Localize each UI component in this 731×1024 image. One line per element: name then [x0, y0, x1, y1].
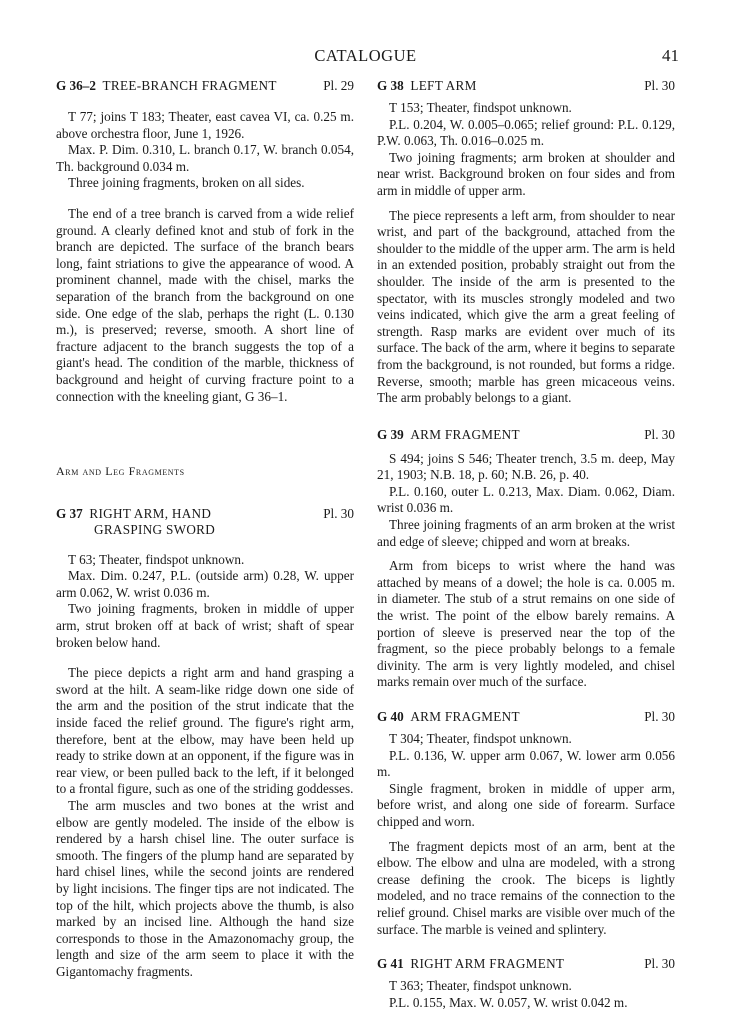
entry-heading	[56, 78, 354, 96]
entry-heading	[377, 78, 675, 96]
entry-meta: Two joining fragments; arm broken at shoulder and near wrist. Background broken on four sides and from arm in middle of upper arm.	[377, 149, 675, 198]
entry-heading	[377, 427, 675, 445]
entry-heading	[377, 956, 675, 974]
plate-ref: Pl. 30	[644, 709, 675, 724]
entry-meta: T 153; Theater, findspot unknown.	[389, 100, 572, 115]
entry-id: G 38	[377, 78, 404, 93]
entry-g40	[377, 709, 675, 938]
entry-meta: Max. P. Dim. 0.310, L. branch 0.17, W. branch 0.054, Th. background 0.034 m.	[56, 142, 354, 174]
plate-ref: Pl. 30	[644, 78, 675, 93]
entry-title: ARM FRAGMENT	[410, 709, 520, 724]
section-heading: Arm and Leg Fragments	[56, 464, 185, 479]
entry-meta: S 494; joins S 546; Theater trench, 3.5 m. deep, May 21, 1903; N.B. 18, p. 60; N.B. 26, p. 40.	[377, 450, 675, 483]
entry-g41	[377, 956, 675, 1011]
entry-meta: P.L. 0.155, Max. W. 0.057, W. wrist 0.042 m.	[389, 994, 628, 1010]
entry-id: G 37	[56, 505, 83, 521]
left-column	[56, 78, 354, 981]
entry-id: G 41	[377, 956, 404, 972]
entry-id: G 40	[377, 709, 404, 724]
entry-meta: Three joining fragments of an arm broken at the wrist and edge of sleeve; chipped and worn at breaks.	[377, 517, 675, 549]
entry-meta: T 63; Theater, findspot unknown.	[68, 551, 245, 567]
entry-title-continued: GRASPING SWORD	[94, 522, 216, 538]
entry-heading	[377, 709, 675, 727]
entry-g37	[56, 506, 354, 981]
entry-title: RIGHT ARM FRAGMENT	[410, 956, 565, 972]
entry-meta: P.L. 0.204, W. 0.005–0.065; relief ground: P.L. 0.129, P.W. 0.063, Th. 0.016–0.025 m.	[377, 116, 675, 149]
entry-title: RIGHT ARM, HAND	[89, 505, 212, 521]
entry-body: The piece depicts a right arm and hand grasping a sword at the hilt. A seam-like ridge down one side of the arm and the position of the strut indicate that the inside faced the relief ground. The figure's right arm, therefore, bent at the elbow, may have been held up ready to strike down at an opponent, if the figure was in rear view, or been pulled back to the left, if it belonged to a frontal figure, such as one of the striding goddesses.	[56, 665, 354, 797]
entry-body: The piece represents a left arm, from shoulder to near wrist, and part of the background, attached from the shoulder to the middle of the upper arm. The arm is held in an extended position, probably straight out from the shoulder. The inside of the arm is presented to the spectator, with its muscles strongly modeled and two veins indicated, which give the arm a great feeling of strength. Rasp marks are evident over much of its surface. The back of the arm, where it begins to separate from the background, is not rounded, but forms a ridge. Reverse, smooth; marble has green micaceous veins. The arm probably belongs to a giant.	[377, 207, 675, 406]
entry-meta: Two joining fragments, broken in middle of upper arm, strut broken off at back of wrist; shaft of spear broken below hand.	[56, 601, 354, 650]
entry-g36-2	[56, 78, 354, 405]
entry-meta: T 363; Theater, findspot unknown.	[389, 978, 572, 994]
entry-title: TREE-BRANCH FRAGMENT	[102, 78, 277, 93]
right-column	[377, 78, 675, 1011]
plate-ref: Pl. 30	[644, 426, 675, 442]
entry-title: LEFT ARM	[410, 78, 477, 93]
entry-meta: Three joining fragments, broken on all sides.	[68, 175, 305, 191]
entry-body: The end of a tree branch is carved from a wide relief ground. A clearly defined knot and stub of fork in the branch are depicted. The surface of the branch bears long, faint striations to give the appearance of wood. A prominent channel, made with the chisel, marks the separation of the branch from the background on one side. One edge of the slab, perhaps the right (L. 0.130 m.), is preserved; reverse, smooth. A short line of fracture adjacent to the branch suggests the top of a giant's head. The condition of the marble, thickness of background and height of curving fracture point to a connection with the kneeling giant, G 36–1.	[56, 205, 354, 404]
entry-meta: T 77; joins T 183; Theater, east cavea VI, ca. 0.25 m. above orchestra floor, June 1, 1926.	[56, 109, 354, 141]
entry-meta: Max. Dim. 0.247, P.L. (outside arm) 0.28, W. upper arm 0.062, W. wrist 0.036 m.	[56, 568, 354, 600]
running-head-title: CATALOGUE	[314, 46, 417, 65]
running-head	[0, 44, 731, 68]
plate-ref: Pl. 30	[644, 956, 675, 972]
entry-body: The arm muscles and two bones at the wrist and elbow are gently modeled. The inside of the elbow is rendered by a harsh chisel line. The outer surface is smooth. The fingers of the plump hand are separated by hard chisel lines, while the second joints are rendered by light incisions. The finger tips are not indicated. The top of the hilt, which projects above the thumb, is also marked by an incised line. Although the hand size corresponds to those in the Amazonomachy group, the length and size of the arm seem to place it with the Gigantomachy fragments.	[56, 798, 354, 979]
entry-body: The fragment depicts most of an arm, bent at the elbow. The elbow and ulna are modeled, with a strong crease defining the crook. The biceps is lightly modeled, and no trace remains of the connection to the relief ground. Chisel marks are visible over much of the surface. The marble is veined and splintery.	[377, 838, 675, 937]
entry-g39	[377, 427, 675, 691]
entry-meta: P.L. 0.136, W. upper arm 0.067, W. lower arm 0.056 m.	[377, 747, 675, 780]
entry-heading	[56, 506, 354, 540]
plate-ref: Pl. 30	[323, 505, 354, 521]
page-number: 41	[662, 46, 679, 65]
entry-meta: Single fragment, broken in middle of upper arm, before wrist, and along one side of forearm. Surface chipped and worn.	[377, 780, 675, 829]
entry-meta: T 304; Theater, findspot unknown.	[389, 731, 572, 746]
plate-ref: Pl. 29	[323, 78, 354, 93]
entry-meta: P.L. 0.160, outer L. 0.213, Max. Diam. 0.062, Diam. wrist 0.036 m.	[377, 483, 675, 516]
entry-id: G 36–2	[56, 78, 96, 93]
entry-g38	[377, 78, 675, 407]
entry-body: Arm from biceps to wrist where the hand was attached by means of a dowel; the hole is ca. 0.005 m. in diameter. The stub of a strut remains on one side of the wrist. The point of the elbow barely remains. A portion of sleeve is preserved near the top of the fragment, so the piece probably belongs to a female divinity. The arm is very lightly modeled, and chisel marks remain over much of the surface.	[377, 558, 675, 690]
entry-id: G 39	[377, 426, 404, 442]
entry-title: ARM FRAGMENT	[410, 426, 520, 442]
